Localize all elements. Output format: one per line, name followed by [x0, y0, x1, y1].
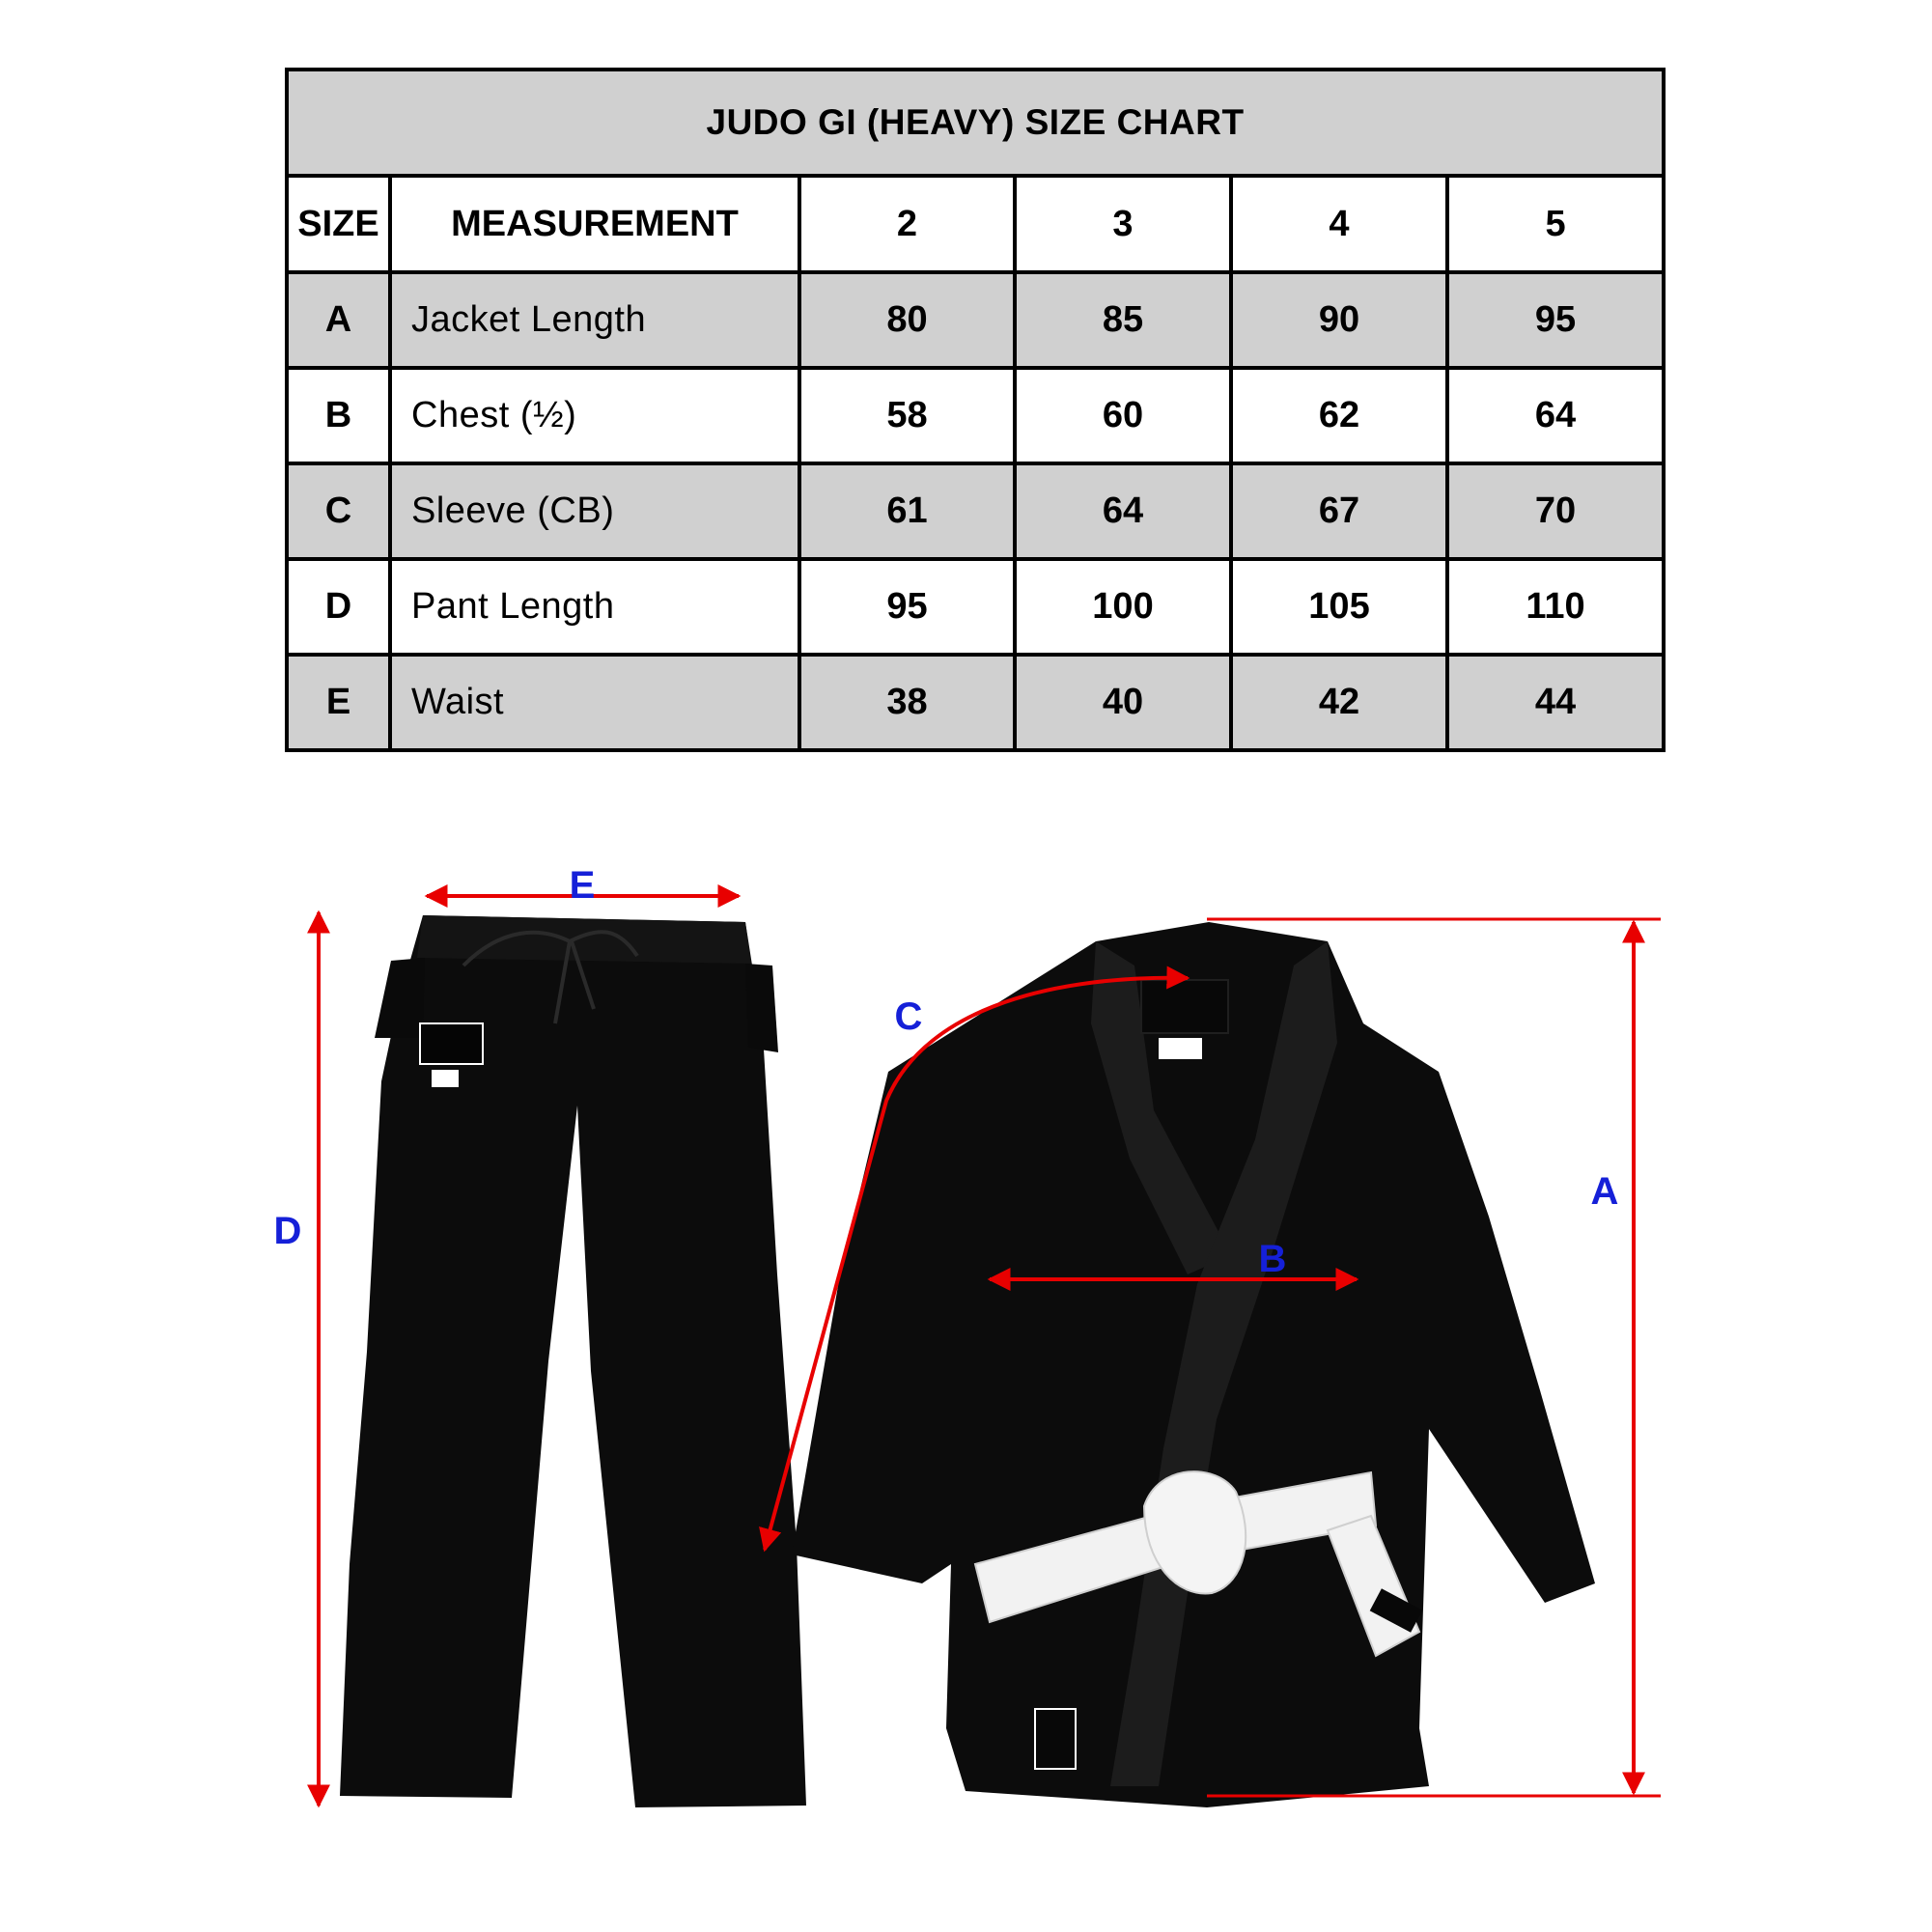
row-value: 100 [1015, 559, 1231, 655]
table-row [287, 463, 1664, 559]
row-value: 64 [1015, 463, 1231, 559]
header-size-4: 4 [1231, 176, 1447, 272]
header-size-5: 5 [1447, 176, 1664, 272]
row-label: Jacket Length [390, 272, 799, 368]
row-code: E [287, 655, 390, 750]
header-size: SIZE [287, 176, 390, 272]
row-value: 110 [1447, 559, 1664, 655]
row-label: Sleeve (CB) [390, 463, 799, 559]
row-value: 95 [1447, 272, 1664, 368]
jacket-collar-tag [1159, 1038, 1202, 1059]
header-size-2: 2 [799, 176, 1015, 272]
row-value: 70 [1447, 463, 1664, 559]
header-measurement: MEASUREMENT [390, 176, 799, 272]
row-code: A [287, 272, 390, 368]
table-row [287, 272, 1664, 368]
row-value: 85 [1015, 272, 1231, 368]
row-value: 80 [799, 272, 1015, 368]
row-value: 42 [1231, 655, 1447, 750]
row-label: Chest (½) [390, 368, 799, 463]
dimension-label-a: A [1590, 1170, 1619, 1213]
table-row [287, 368, 1664, 463]
jacket-collar-patch [1141, 980, 1228, 1033]
row-value: 64 [1447, 368, 1664, 463]
dimension-label-e: E [569, 864, 596, 907]
pants-left-tab [375, 958, 425, 1038]
row-value: 90 [1231, 272, 1447, 368]
row-code: C [287, 463, 390, 559]
pants-body [340, 915, 806, 1807]
dimension-label-b: B [1258, 1238, 1287, 1280]
row-code: D [287, 559, 390, 655]
chart-title-row [287, 70, 1664, 176]
table-row [287, 559, 1664, 655]
jacket-illustration [792, 922, 1595, 1807]
header-size-3: 3 [1015, 176, 1231, 272]
jacket-hem-patch [1035, 1709, 1076, 1769]
pants-patch [420, 1023, 483, 1064]
row-value: 61 [799, 463, 1015, 559]
size-chart-table [285, 68, 1666, 752]
chart-header-row [287, 176, 1664, 272]
row-value: 105 [1231, 559, 1447, 655]
row-value: 38 [799, 655, 1015, 750]
row-label: Pant Length [390, 559, 799, 655]
pants-tag [432, 1070, 459, 1087]
row-code: B [287, 368, 390, 463]
table-row [287, 655, 1664, 750]
row-value: 95 [799, 559, 1015, 655]
row-value: 67 [1231, 463, 1447, 559]
row-value: 40 [1015, 655, 1231, 750]
pants-illustration [340, 915, 806, 1807]
row-value: 60 [1015, 368, 1231, 463]
chart-title: JUDO GI (HEAVY) SIZE CHART [287, 70, 1664, 176]
row-value: 58 [799, 368, 1015, 463]
dimension-label-c: C [894, 995, 923, 1038]
dimension-label-d: D [273, 1210, 302, 1252]
row-value: 62 [1231, 368, 1447, 463]
row-value: 44 [1447, 655, 1664, 750]
pants-right-tab [745, 964, 778, 1052]
pants-waistband [417, 915, 751, 964]
row-label: Waist [390, 655, 799, 750]
